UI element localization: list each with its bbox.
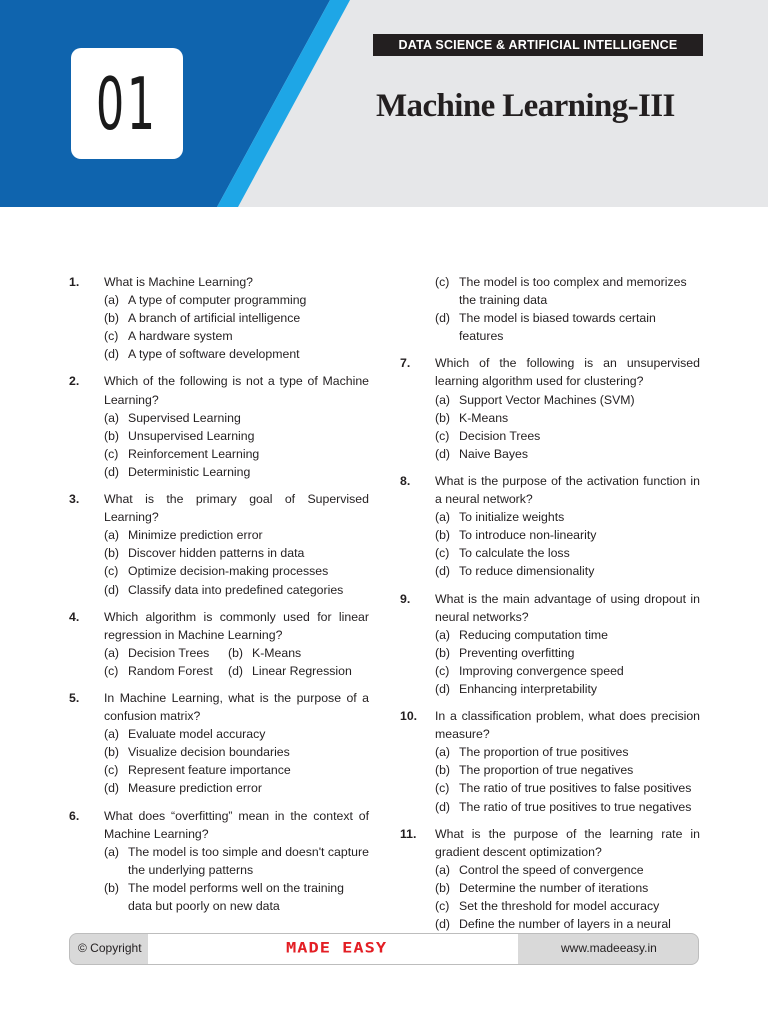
- question-number: 6.: [69, 808, 80, 823]
- question-8: [400, 472, 700, 581]
- subject-tag: DATA SCIENCE & ARTIFICIAL INTELLIGENCE: [373, 34, 703, 56]
- question-text: What is the primary goal of Supervised Learning?: [104, 492, 369, 525]
- option-a: (a) To initialize weights: [435, 510, 565, 525]
- option-b: (b) The model performs well on the training data but poorly on new data: [104, 880, 344, 913]
- page-footer: [69, 933, 699, 965]
- question-text: In Machine Learning, what is the purpose of a confusion matrix?: [104, 690, 369, 724]
- option-b: (b) K-Means: [228, 645, 302, 660]
- question-10: [400, 707, 700, 816]
- chapter-title: Machine Learning-III: [376, 88, 675, 124]
- option-d: (d) Define the number of layers in a neural: [435, 917, 671, 932]
- option-a: (a) Supervised Learning: [104, 410, 241, 425]
- option-a: (a) Control the speed of convergence: [435, 862, 644, 877]
- option-d: (d) Measure prediction error: [104, 781, 262, 796]
- option-b: (b) Determine the number of iterations: [435, 880, 649, 895]
- option-d: (d) Linear Regression: [228, 663, 352, 678]
- question-number: 4.: [69, 609, 80, 624]
- question-3: [69, 490, 369, 599]
- question-number: 2.: [69, 374, 80, 389]
- option-a: (a) Reducing computation time: [435, 627, 609, 642]
- option-b: (b) To introduce non-linearity: [435, 528, 597, 543]
- option-b: (b) Visualize decision boundaries: [104, 745, 290, 760]
- question-text: What is the main advantage of using dropout in neural networks?: [435, 591, 700, 624]
- question-9: [400, 590, 700, 699]
- question-number: 9.: [400, 591, 411, 606]
- question-text: What is the purpose of the learning rate in gradient descent optimization?: [435, 826, 700, 859]
- option-b: (b) Preventing overfitting: [435, 645, 575, 660]
- option-c: (c) Random Forest: [104, 663, 213, 678]
- question-text: What does “overfitting” mean in the context of Machine Learning?: [104, 808, 369, 841]
- option-a: (a) Minimize prediction error: [104, 528, 263, 543]
- option-c: (c) To calculate the loss: [435, 546, 570, 561]
- question-number: 10.: [400, 709, 418, 724]
- option-a: (a) Support Vector Machines (SVM): [435, 392, 635, 407]
- option-row: [104, 644, 369, 662]
- questions-right-column: [400, 273, 700, 960]
- option-d: (d) A type of software development: [104, 347, 300, 362]
- option-b: (b) K-Means: [435, 410, 509, 425]
- question-6: [69, 807, 369, 916]
- question-6-continued: [400, 273, 700, 345]
- footer-url: www.madeeasy.in: [561, 941, 657, 955]
- chapter-number: 01: [96, 61, 158, 146]
- question-text: Which of the following is an unsupervised learning algorithm used for clustering?: [435, 356, 700, 389]
- option-a: (a) Decision Trees: [104, 645, 210, 660]
- option-d: (d) Enhancing interpretability: [435, 681, 598, 696]
- question-number: 3.: [69, 492, 80, 507]
- question-number: 11.: [400, 826, 417, 841]
- option-c: (c) The ratio of true positives to false positives: [435, 781, 692, 796]
- question-number: 1.: [69, 275, 80, 289]
- question-5: [69, 689, 369, 798]
- option-c: (c) The model is too complex and memorizes the training data: [435, 275, 687, 308]
- option-d: (d) The model is biased towards certain features: [435, 311, 656, 344]
- questions-left-column: [69, 273, 369, 924]
- question-2: [69, 372, 369, 481]
- question-text: Which of the following is not a type of Machine Learning?: [104, 374, 369, 407]
- question-7: [400, 354, 700, 463]
- option-c: (c) A hardware system: [104, 329, 233, 344]
- question-text: Which algorithm is commonly used for linear regression in Machine Learning?: [104, 609, 369, 642]
- option-a: (a) Evaluate model accuracy: [104, 727, 266, 742]
- option-b: (b) A branch of artificial intelligence: [104, 311, 301, 326]
- option-b: (b) The proportion of true negatives: [435, 763, 634, 778]
- option-d: (d) The ratio of true positives to true negatives: [435, 799, 692, 814]
- option-a: (a) A type of computer programming: [104, 293, 307, 308]
- option-b: (b) Unsupervised Learning: [104, 428, 255, 443]
- option-b: (b) Discover hidden patterns in data: [104, 546, 305, 561]
- footer-copyright: © Copyright: [78, 941, 142, 955]
- option-c: (c) Represent feature importance: [104, 763, 291, 778]
- chapter-header: [0, 0, 768, 207]
- option-a: (a) The proportion of true positives: [435, 745, 629, 760]
- option-c: (c) Optimize decision-making processes: [104, 564, 329, 579]
- question-text: What is the purpose of the activation function in a neural network?: [435, 473, 700, 507]
- question-text: What is Machine Learning?: [104, 275, 254, 289]
- option-d: (d) Naive Bayes: [435, 446, 529, 461]
- option-d: (d) Classify data into predefined categories: [104, 582, 344, 597]
- option-c: (c) Decision Trees: [435, 428, 541, 443]
- option-c: (c) Improving convergence speed: [435, 663, 624, 678]
- option-row: [104, 662, 369, 680]
- option-d: (d) Deterministic Learning: [104, 464, 251, 479]
- question-number: 8.: [400, 473, 411, 488]
- question-text: In a classification problem, what does precision measure?: [435, 709, 700, 742]
- chapter-number-box: [71, 48, 183, 159]
- option-a: (a) The model is too simple and doesn't capture the underlying patterns: [104, 844, 369, 877]
- option-d: (d) To reduce dimensionality: [435, 564, 595, 579]
- question-1: [69, 273, 369, 363]
- question-4: [69, 608, 369, 680]
- made-easy-logo: MADE EASY: [286, 939, 388, 957]
- option-c: (c) Set the threshold for model accuracy: [435, 899, 660, 913]
- question-number: 5.: [69, 690, 80, 705]
- question-number: 7.: [400, 356, 411, 371]
- option-c: (c) Reinforcement Learning: [104, 446, 260, 461]
